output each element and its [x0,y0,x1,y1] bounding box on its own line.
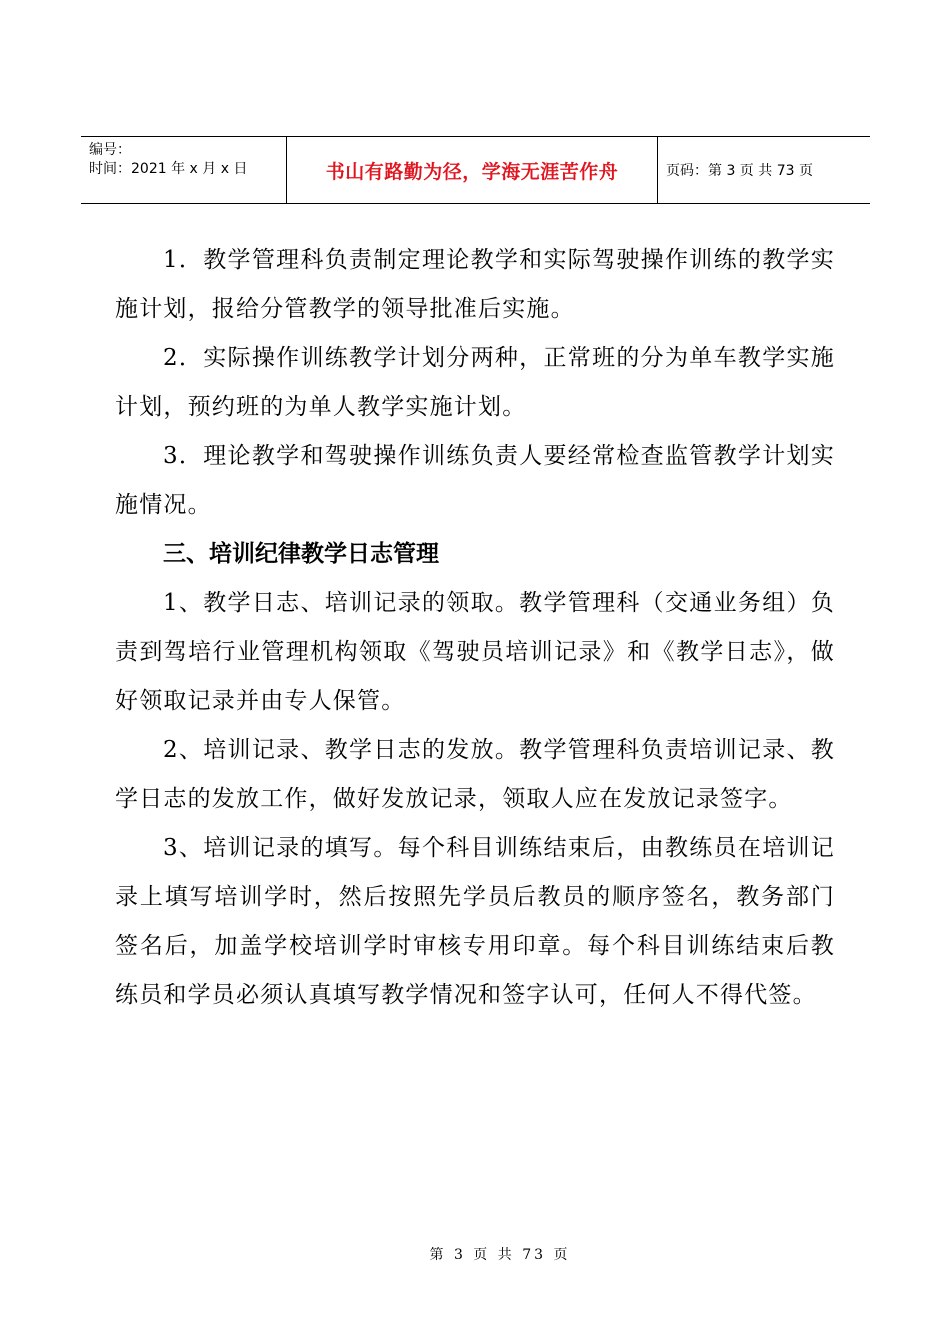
header-motto: 书山有路勤为径，学海无涯苦作舟 [287,137,658,203]
section-title: 三、培训纪律教学日志管理 [163,541,439,567]
document-body [115,236,835,1020]
header-page-info: 页码：第 3 页 共 73 页 [666,163,813,179]
section-paragraph-3: 3、培训记录的填写。每个科目训练结束后，由教练员在培训记录上填写培训学时，然后按照先学员后教员的顺序签名，教务部门签名后，加盖学校培训学时审核专用印章。每个科目训练结束后教练员和学员必须认真填写教学情况和签字认可，任何人不得代签。 [115,835,835,1008]
page-footer: 第 3 页 共 73 页 [429,1247,571,1263]
section-paragraph-1: 1、教学日志、培训记录的领取。教学管理科（交通业务组）负责到驾培行业管理机构领取《驾驶员培训记录》和《教学日志》，做好领取记录并由专人保管。 [115,590,835,714]
document-header [81,136,870,204]
document-time-label: 时间：2021 年 x 月 x 日 [89,161,248,177]
document-number-label: 编号： [89,142,131,158]
paragraph-1: 1．教学管理科负责制定理论教学和实际驾驶操作训练的教学实施计划，报给分管教学的领导批准后实施。 [115,247,835,322]
paragraph-3: 3．理论教学和驾驶操作训练负责人要经常检查监管教学计划实施情况。 [115,443,835,518]
section-paragraph-2: 2、培训记录、教学日志的发放。教学管理科负责培训记录、教学日志的发放工作，做好发放记录，领取人应在发放记录签字。 [115,737,835,812]
header-meta [81,137,287,203]
paragraph-2: 2．实际操作训练教学计划分两种，正常班的分为单车教学实施计划，预约班的为单人教学实施计划。 [115,345,835,420]
